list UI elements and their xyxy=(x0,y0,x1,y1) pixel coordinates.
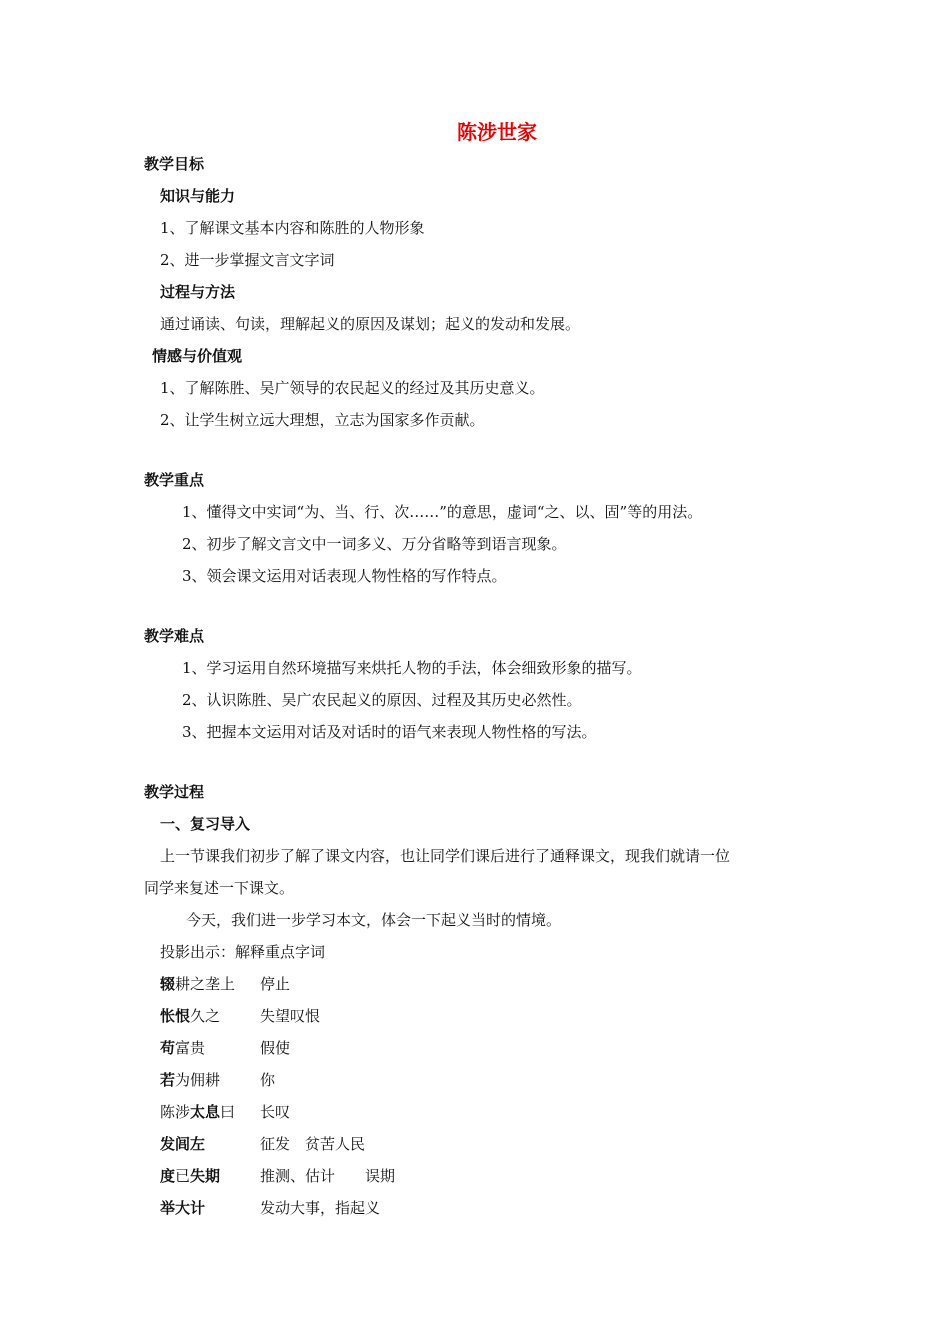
vocab-term-rest: 为佣耕 xyxy=(175,1071,221,1089)
vocab-term-rest: 曰 xyxy=(220,1103,236,1121)
vocab-row xyxy=(160,1038,205,1058)
vocab-term-bold: 怅恨 xyxy=(160,1007,191,1025)
vocab-term-bold: 若 xyxy=(160,1071,176,1089)
key-points-heading: 教学重点 xyxy=(144,471,205,489)
emotion-values-heading: 情感与价值观 xyxy=(152,347,243,365)
vocab-row xyxy=(160,1006,220,1026)
vocab-term-bold: 举大计 xyxy=(160,1199,206,1217)
difficulty-item-3: 3、把握本文运用对话及对话时的语气来表现人物性格的写法。 xyxy=(182,723,597,741)
key-point-item-2: 2、初步了解文言文中一词多义、万分省略等到语言现象。 xyxy=(182,535,567,553)
knowledge-item-1: 1、了解课文基本内容和陈胜的人物形象 xyxy=(160,219,425,237)
vocab-term-bold: 辍 xyxy=(160,975,176,993)
emotion-item-1: 1、了解陈胜、吴广领导的农民起义的经过及其历史意义。 xyxy=(160,379,545,397)
vocab-gloss: 发动大事，指起义 xyxy=(260,1199,381,1217)
vocab-row xyxy=(160,1198,205,1218)
vocab-term-rest: 富贵 xyxy=(175,1039,206,1057)
intro-paragraph-line-2: 同学来复述一下课文。 xyxy=(144,879,295,897)
knowledge-item-2: 2、进一步掌握文言文字词 xyxy=(160,251,335,269)
vocab-gloss: 长叹 xyxy=(260,1103,291,1121)
process-method-text: 通过诵读、句读，理解起义的原因及谋划；起义的发动和发展。 xyxy=(160,315,581,333)
intro-paragraph-line-1: 上一节课我们初步了解了课文内容，也让同学们课后进行了通释课文，现我们就请一位 xyxy=(160,847,731,865)
key-point-item-1: 1、懂得文中实词“为、当、行、次……”的意思，虚词“之、以、固”等的用法。 xyxy=(182,503,703,521)
vocab-gloss: 征发 贫苦人民 xyxy=(260,1135,366,1153)
difficulties-heading: 教学难点 xyxy=(144,627,205,645)
vocab-gloss: 失望叹恨 xyxy=(260,1007,321,1025)
vocab-gloss: 推测、估计 误期 xyxy=(260,1167,396,1185)
vocab-row xyxy=(160,1134,205,1154)
vocab-term-rest: 久之 xyxy=(190,1007,221,1025)
key-point-item-3: 3、领会课文运用对话表现人物性格的写作特点。 xyxy=(182,567,507,585)
vocab-term-rest: 已 xyxy=(175,1167,191,1185)
vocab-gloss: 停止 xyxy=(260,975,291,993)
teaching-process-heading: 教学过程 xyxy=(144,783,205,801)
difficulty-item-2: 2、认识陈胜、吴广农民起义的原因、过程及其历史必然性。 xyxy=(182,691,582,709)
vocab-gloss: 你 xyxy=(260,1071,276,1089)
teaching-goals-heading: 教学目标 xyxy=(144,155,205,173)
knowledge-ability-heading: 知识与能力 xyxy=(160,187,236,205)
vocab-gloss: 假使 xyxy=(260,1039,291,1057)
vocab-row xyxy=(160,1102,235,1122)
process-method-heading: 过程与方法 xyxy=(160,283,236,301)
vocab-row xyxy=(160,974,235,994)
vocab-term-bold: 度 xyxy=(160,1167,176,1185)
vocab-term-bold: 苟 xyxy=(160,1039,176,1057)
today-paragraph: 今天，我们进一步学习本文，体会一下起义当时的情境。 xyxy=(186,911,562,929)
vocab-term-bold-2: 失期 xyxy=(190,1167,221,1185)
review-intro-heading: 一、复习导入 xyxy=(160,815,251,833)
vocab-row xyxy=(160,1166,220,1186)
projection-label: 投影出示：解释重点字词 xyxy=(160,943,326,961)
vocab-row xyxy=(160,1070,220,1090)
vocab-term-bold: 太息 xyxy=(190,1103,221,1121)
vocab-term-bold: 发闾左 xyxy=(160,1135,206,1153)
vocab-term-prefix: 陈涉 xyxy=(160,1103,191,1121)
vocab-term-rest: 耕之垄上 xyxy=(175,975,236,993)
document-title: 陈涉世家 xyxy=(457,120,537,144)
emotion-item-2: 2、让学生树立远大理想，立志为国家多作贡献。 xyxy=(160,411,485,429)
difficulty-item-1: 1、学习运用自然环境描写来烘托人物的手法，体会细致形象的描写。 xyxy=(182,659,642,677)
